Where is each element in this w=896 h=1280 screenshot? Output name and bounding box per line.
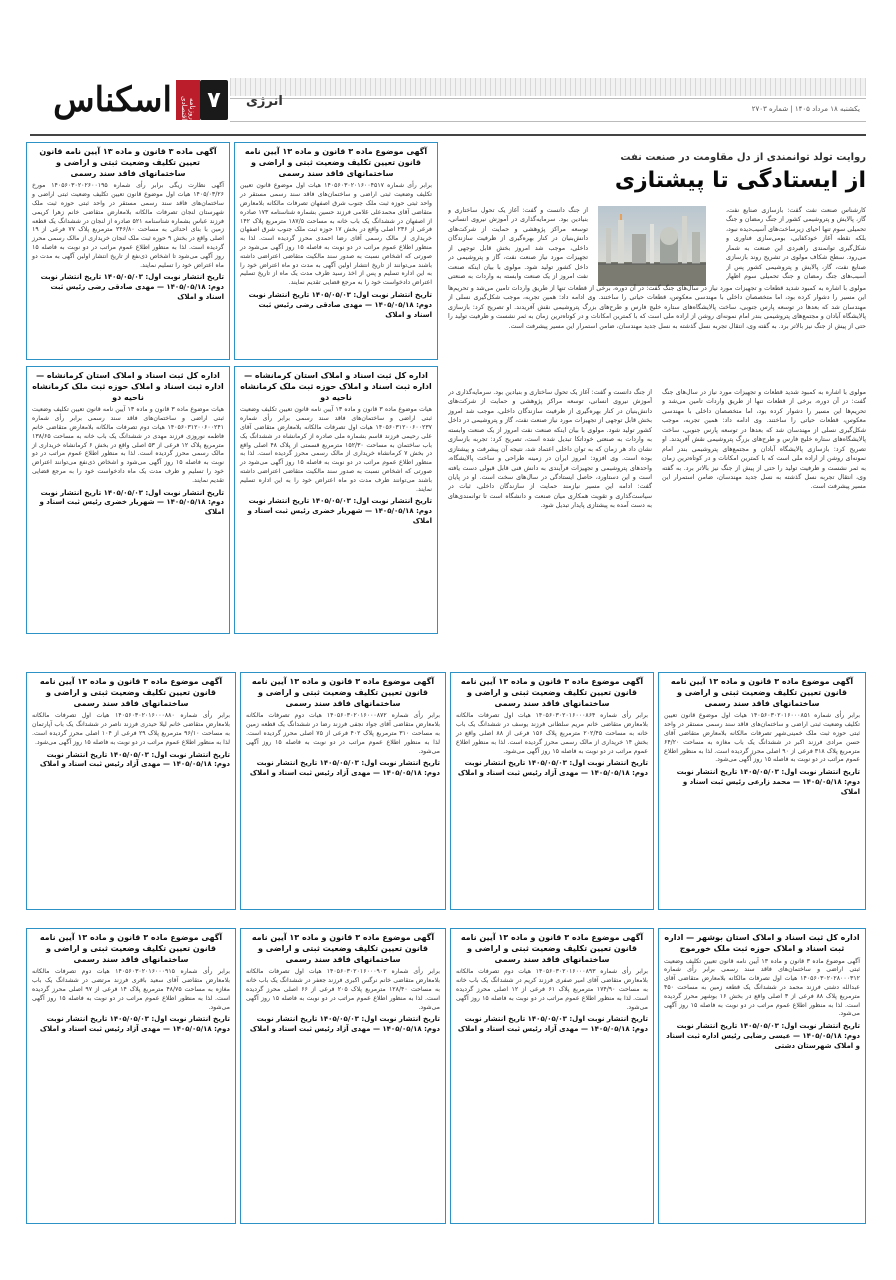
notice-body: برابر رأی شماره ۱۴۰۵۶۰۳۰۲۰۱۶۰۰۰۹۰۲ هیات اول تصرفات مالکانه بلامعارض متقاضی خانم نرگس اکبری فرزند جعفر در ششدانگ یک باب خانه به مساحت ۱۲۸/۴۰ مترمربع پلاک ۲۰۵ فرعی از ۶۶ اصلی محرز گردیده است. لذا به منظور اطلاع عموم مراتب در دو نوبت به فاصله ۱۵ روز آگهی می‌شود. [246, 968, 440, 1011]
article-text-right: کارشناس صنعت نفت گفت: بازسازی صنایع نفت، گاز، پالایش و پتروشیمی کشور از جنگ رمضان و جنگ تحمیلی سوم تنها احیای زیرساخت‌های آسیب‌دیده نبود، بلکه نقطه آغاز خودکفایی، بومی‌سازی فناوری و شکل‌گیری توانمندی راهبردی این صنعت به شمار می‌رود. سطح شکاف مولوی در تشریح روند بازسازی صنایع نفت، گاز، پالایش و پتروشیمی کشور پس از آسیب‌های جنگ رمضان و جنگ تحمیلی سوم اظهار [726, 207, 866, 280]
notice-body: آگهی موضوع ماده ۳ قانون و ماده ۱۳ آیین نامه قانون تعیین تکلیف وضعیت ثبتی اراضی و ساختمان‌های فاقد سند رسمی برابر رأی شماره ۱۴۰۵۶۰۳۰۲۰۲۸۰۰۰۳۱۲ هیات اول تصرفات مالکانه بلامعارض متقاضی آقای عبدالله دشتی فرزند محمد در ششدانگ یک قطعه زمین به مساحت ۴۵۰ مترمربع پلاک ۸۸ فرعی از ۳ اصلی واقع در بخش ۱۶ بوشهر محرز گردیده است. لذا به منظور اطلاع عموم مراتب در دو نوبت به فاصله ۱۵ روز آگهی می‌شود. [664, 957, 861, 1018]
article-column-left-lower [448, 388, 652, 666]
refinery-image-icon [598, 206, 706, 286]
legal-notice[interactable] [240, 928, 446, 1224]
notice-title: آگهی موضوع ماده ۳ قانون و ماده ۱۳ آیین نامه قانون تعیین تکلیف وضعیت ثبتی و اراضی و ساختمانهای فاقد سند رسمی [460, 677, 644, 708]
notice-signature: تاریخ انتشار نوبت اول: ۱۴۰۵/۰۵/۰۳ تاریخ انتشار نوبت دوم: ۱۴۰۵/۰۵/۱۸ — مهدی صادقی رضی رئیس ثبت اسناد و املاک [248, 290, 432, 319]
newspaper-logo: اسکناس [53, 80, 172, 120]
legal-notice[interactable] [450, 928, 654, 1224]
page-number: ۷ [200, 80, 228, 120]
legal-notice[interactable] [26, 142, 230, 360]
notice-title: آگهی موضوع ماده ۳ قانون و ماده ۱۳ آیین نامه قانون تعیین تکلیف وضعیت ثبتی و اراضی و ساختمانهای فاقد سند رسمی [244, 147, 428, 178]
notice-signature: تاریخ انتشار نوبت اول: ۱۴۰۵/۰۵/۰۳ تاریخ انتشار نوبت دوم: ۱۴۰۵/۰۵/۱۸ — مهدی آزاد رئیس ثبت اسناد و املاک [457, 759, 648, 778]
notice-signature: تاریخ انتشار نوبت اول: ۱۴۰۵/۰۵/۰۳ تاریخ انتشار نوبت دوم: ۱۴۰۵/۰۵/۱۸ — عیسی رضایی رئیس اداره ثبت اسناد و املاک شهرستان دشتی [666, 1022, 860, 1050]
logo-slogan: روزنامه اقتصادی [176, 80, 200, 120]
notice-body: برابر رأی شماره ۱۴۰۵۶۰۳۰۲۰۱۶۰۰۰۸۵۱ هیات اول موضوع قانون تعیین تکلیف وضعیت ثبتی اراضی و ساختمان‌های فاقد سند رسمی مستقر در واحد ثبتی حوزه ثبت ملک خمینی‌شهر تصرفات مالکانه بلامعارض متقاضی آقای حسن مرادی فرزند اکبر در ششدانگ یک باب مغازه به مساحت ۶۴/۲۰ مترمربع پلاک ۳۱۸ فرعی از ۹۰ اصلی محرز گردیده است. لذا به منظور اطلاع عموم مراتب در دو نوبت به فاصله ۱۵ روز آگهی می‌شود. [664, 712, 860, 764]
notice-title: آگهی ماده ۳ قانون و ماده ۱۳ آیین نامه قانون تعیین تکلیف وضعیت ثبتی و اراضی و ساختمانهای فاقد سند رسمی [39, 147, 217, 178]
notice-body: آگهی نظارت زیگی برابر رأی شماره ۱۴۰۵۶۰۳۰۲۰۲۶۰۰۱۹۵ مورخ ۱۴۰۵/۰۳/۲۶ هیات اول موضوع قانون تعیین تکلیف وضعیت ثبتی اراضی و ساختمان‌های فاقد سند رسمی مستقر در واحد ثبتی حوزه ثبت ملک شهرستان لنجان تصرفات مالکانه بلامعارض متقاضی خانم زهرا کریمی فرزند عباس بشماره شناسنامه ۵۲۱ صادره از لنجان در ششدانگ یک قطعه زمین با بنای احداثی به مساحت ۲۴۶/۸۰ مترمربع پلاک ۷۷ فرعی از ۱۹ اصلی واقع در بخش ۹ حوزه ثبت ملک لنجان خریداری از مالک رسمی محرز گردیده است. لذا به منظور اطلاع عموم مراتب در دو نوبت به فاصله ۱۵ روز آگهی می‌شود تا اشخاص ذی‌نفع از تاریخ انتشار اولین آگهی به مدت دو ماه اعتراض خود را تسلیم نمایند. [32, 182, 224, 269]
notice-signature: تاریخ انتشار نوبت اول: ۱۴۰۵/۰۵/۰۳ تاریخ انتشار نوبت دوم: ۱۴۰۵/۰۵/۱۸ — شهریار خضری رئیس ثبت اسناد و املاک [39, 488, 224, 517]
notice-body: برابر رأی شماره ۱۴۰۵۶۰۳۰۲۰۱۶۰۰۰۸۹۳ هیات دوم تصرفات مالکانه بلامعارض متقاضی آقای امیر صفری فرزند کریم در ششدانگ یک باب خانه به مساحت ۱۷۴/۹۰ مترمربع پلاک ۶۱ فرعی از ۱۲ اصلی محرز گردیده است. لذا به منظور اطلاع عموم مراتب در دو نوبت به فاصله ۱۵ روز آگهی می‌شود. [456, 968, 648, 1011]
notice-signature: تاریخ انتشار نوبت اول: ۱۴۰۵/۰۵/۰۳ تاریخ انتشار نوبت دوم: ۱۴۰۵/۰۵/۱۸ — مهدی آزاد رئیس ثبت اسناد و املاک [39, 750, 230, 769]
article-column-right-top [726, 206, 866, 280]
legal-notice[interactable] [450, 672, 654, 910]
article-text-left-lower: از جنگ دانست و گفت: آغاز یک تحول ساختاری و بنیادین بود. سرمایه‌گذاری در آموزش نیروی انسانی، توسعه مراکز پژوهشی و حمایت از شرکت‌های دانش‌بنیان در کنار بهره‌گیری از ظرفیت سازندگان داخلی، موجب شد امروز بخش قابل توجهی از تجهیزات مورد نیاز صنعت نفت، گاز و پتروشیمی در داخل کشور تولید شود. مولوی با بیان اینکه صنعت نفت امروز از یک صنعت وابسته به واردات به صنعتی خوداتکا تبدیل شده است، تصریح کرد: تجربه بازسازی نشان داد هر زمان که به توان داخلی اعتماد شد، نتیجه آن پیشرفت و پیشتازی بوده است. وی افزود: امروز ایران در زمینه طراحی و ساخت پالایشگاه، واحدهای پتروشیمی و تجهیزات فرآیندی به دانش فنی قابل قبولی دست یافته است و این دستاورد، حاصل ایستادگی در سال‌های سخت است. او در پایان گفت: ادامه این مسیر نیازمند حمایت از سازندگان داخلی، ثبات در سیاست‌گذاری و تقویت همکاری میان صنعت و دانشگاه است تا توانمندی‌های به دست آمده به پیشتازی پایدار تبدیل شود. [448, 389, 652, 510]
legal-notice[interactable] [234, 366, 438, 634]
notice-title: آگهی موضوع ماده ۳ قانون و ماده ۱۳ آیین نامه قانون تعیین تکلیف وضعیت ثبتی و اراضی و ساختمانهای فاقد سند رسمی [39, 933, 223, 964]
issue-date: یکشنبه ۱۸ مرداد ۱۴۰۵ | شماره ۲۷۰۳ [751, 105, 860, 113]
article-text-right-lower: مولوی با اشاره به کمبود شدید قطعات و تجهیزات مورد نیاز در سال‌های جنگ گفت: در آن دوره، برخی از قطعات تنها از طریق واردات تامین می‌شد و تحریم‌ها این مسیر را دشوار کرده بود، اما متخصصان داخلی با مهندسی معکوس، قطعات حیاتی را ساختند. وی ادامه داد: همین تجربه، موجب شکل‌گیری نسلی از مهندسان شد که بعدها در توسعه پارس جنوبی، ساخت پالایشگاه‌های ستاره خلیج فارس و طرح‌های بزرگ پتروشیمی نقش آفریدند. او تصریح کرد: بازسازی پالایشگاه آبادان و مجتمع‌های پتروشیمی بندر امام نمونه‌ای روشن از اراده ملی است که با کمترین امکانات و در کوتاه‌ترین زمان به ثمر نشست و ظرفیت تولید را حتی از پیش از جنگ نیز بالاتر برد. به گفته وی، انتقال تجربه نسل گذشته به نسل جدید مهندسان، ضامن استمرار این مسیر پیشرفت است. [662, 389, 866, 491]
masthead [30, 74, 866, 128]
notice-body: هیات موضوع ماده ۳ قانون و ماده ۱۳ آیین نامه قانون تعیین تکلیف وضعیت ثبتی اراضی و ساختمان‌های فاقد سند رسمی برابر رأی شماره ۱۴۰۵۶۰۳۱۲۰۰۶۰۰۲۴۱ هیات دوم تصرفات مالکانه بلامعارض متقاضی خانم فاطمه نوروزی فرزند مهدی در ششدانگ یک باب خانه به مساحت ۱۳۸/۶۵ مترمربع پلاک ۱۲ فرعی از ۵۳ اصلی واقع در بخش ۶ کرمانشاه خریداری از مالک رسمی محرز گردیده است. لذا به منظور اطلاع عموم مراتب در دو نوبت به فاصله ۱۵ روز آگهی می‌شود و اشخاص ذی‌نفع می‌توانند اعتراض خود را تسلیم و ظرف مدت یک ماه دادخواست خود را به مرجع قضایی تقدیم نمایند. [32, 406, 225, 484]
article-text-middle: مولوی با اشاره به کمبود شدید قطعات و تجهیزات مورد نیاز در سال‌های جنگ گفت: در آن دوره، برخی از قطعات تنها از طریق واردات تامین می‌شد و تحریم‌ها این مسیر را دشوار کرده بود، اما متخصصان داخلی با مهندسی معکوس، قطعات حیاتی را ساختند. وی ادامه داد: همین تجربه، موجب شکل‌گیری نسلی از مهندسان شد که بعدها در توسعه پارس جنوبی، ساخت پالایشگاه‌های ستاره خلیج فارس و طرح‌های بزرگ پتروشیمی نقش آفریدند. او تصریح کرد: بازسازی پالایشگاه آبادان و مجتمع‌های پتروشیمی بندر امام نمونه‌ای روشن از اراده ملی است که با کمترین امکانات و در کوتاه‌ترین زمان به ثمر نشست و ظرفیت تولید را حتی از پیش از جنگ نیز بالاتر برد. به گفته وی، انتقال تجربه نسل گذشته به نسل جدید مهندسان، ضامن استمرار این مسیر پیشرفت است. [448, 285, 866, 330]
notice-body: برابر رأی شماره ۱۴۰۵۶۰۳۰۲۰۱۶۰۰۰۹۱۵ هیات دوم تصرفات مالکانه بلامعارض متقاضی آقای سعید باقری فرزند مرتضی در ششدانگ یک باب مغازه به مساحت ۴۸/۷۵ مترمربع پلاک ۱۴ فرعی از ۹۷ اصلی محرز گردیده است. لذا به منظور اطلاع عموم مراتب در دو نوبت به فاصله ۱۵ روز آگهی می‌شود. [32, 968, 231, 1011]
notice-title: آگهی موضوع ماده ۳ قانون و ماده ۱۳ آیین نامه قانون تعیین تکلیف وضعیت ثبتی و اراضی و ساختمانهای فاقد سند رسمی [251, 677, 435, 708]
legal-notice[interactable] [26, 366, 230, 634]
notice-title: آگهی موضوع ماده ۳ قانون و ماده ۱۳ آیین نامه قانون تعیین تکلیف وضعیت ثبتی و اراضی و ساختمانهای فاقد سند رسمی [251, 933, 435, 964]
feature-article [448, 148, 866, 668]
notice-signature: تاریخ انتشار نوبت اول: ۱۴۰۵/۰۵/۰۳ تاریخ انتشار نوبت دوم: ۱۴۰۵/۰۵/۱۸ — مهدی آزاد رئیس ثبت اسناد و املاک [249, 759, 440, 778]
legal-notice[interactable] [234, 142, 438, 360]
article-headline[interactable]: از ایستادگی تا پیشتازی [614, 168, 866, 193]
notice-body: هیات موضوع ماده ۳ قانون و ماده ۱۳ آیین نامه قانون تعیین تکلیف وضعیت ثبتی اراضی و ساختمان‌های فاقد سند رسمی برابر رأی شماره ۱۴۰۵۶۰۳۱۲۰۰۶۰۰۲۳۷ هیات اول تصرفات مالکانه بلامعارض متقاضی آقای علی رحیمی فرزند قاسم بشماره ملی صادره از کرمانشاه در ششدانگ یک باب ساختمان به مساحت ۱۵۲/۳۰ مترمربع قسمتی از پلاک ۴۸ اصلی واقع در بخش ۷ کرمانشاه خریداری از مالک رسمی محرز گردیده است. لذا به منظور اطلاع عموم مراتب در دو نوبت به فاصله ۱۵ روز آگهی می‌شود در صورتی که اشخاص نسبت به صدور سند مالکیت متقاضی اعتراضی داشته باشند می‌توانند ظرف مدت دو ماه اعتراض خود را به این اداره تسلیم نمایند. [240, 406, 433, 493]
refinery-photo [598, 206, 706, 286]
notice-body: برابر رأی شماره ۱۴۰۵۶۰۳۰۲۰۱۶۰۰۰۸۶۴ هیات اول تصرفات مالکانه بلامعارض متقاضی خانم مریم سلطانی فرزند یوسف در ششدانگ یک باب خانه به مساحت ۲۰۲/۴۵ مترمربع پلاک ۱۵۶ فرعی از ۸۸ اصلی واقع در بخش ۱۴ خریداری از مالک رسمی محرز گردیده است. لذا به منظور اطلاع عموم مراتب در دو نوبت به فاصله ۱۵ روز آگهی می‌شود. [456, 712, 649, 755]
legal-notice[interactable] [26, 928, 236, 1224]
masthead-pattern-strip [230, 78, 866, 96]
notice-body: برابر رأی شماره ۱۴۰۵۶۰۳۰۲۰۱۶۰۰۰۸۸۰ هیات اول تصرفات مالکانه بلامعارض متقاضی خانم لیلا حیدری فرزند ناصر در ششدانگ یک باب آپارتمان به مساحت ۹۶/۱۰ مترمربع پلاک ۲۹ فرعی از ۱۰۴ اصلی محرز گردیده است. لذا به منظور اطلاع عموم مراتب در دو نوبت به فاصله ۱۵ روز آگهی می‌شود. [32, 712, 230, 746]
article-column-left-top [448, 206, 588, 280]
legal-notice[interactable] [658, 672, 866, 910]
notice-title: اداره کل ثبت اسناد و املاک استان کرمانشاه — اداره ثبت اسناد و املاک حوزه ثبت ملک کرمانشاه ناحیه دو [32, 371, 224, 402]
notice-title: اداره کل ثبت اسناد و املاک استان کرمانشاه — اداره ثبت اسناد و املاک حوزه ثبت ملک کرمانشاه ناحیه دو [240, 371, 432, 402]
legal-notice[interactable] [240, 672, 446, 910]
article-column-wide [448, 284, 866, 380]
notice-title: آگهی موضوع ماده ۳ قانون و ماده ۱۳ آیین نامه قانون تعیین تکلیف وضعیت ثبتی و اراضی و ساختمانهای فاقد سند رسمی [670, 677, 854, 708]
notice-title: اداره کل ثبت اسناد و املاک استان بوشهر — اداره ثبت اسناد و املاک حوزه ثبت ملک خورموج [664, 933, 860, 953]
notice-signature: تاریخ انتشار نوبت اول: ۱۴۰۵/۰۵/۰۳ تاریخ انتشار نوبت دوم: ۱۴۰۵/۰۵/۱۸ — مهدی آزاد رئیس ثبت اسناد و املاک [457, 1015, 648, 1034]
notice-signature: تاریخ انتشار نوبت اول: ۱۴۰۵/۰۵/۰۳ تاریخ انتشار نوبت دوم: ۱۴۰۵/۰۵/۱۸ — مهدی آزاد رئیس ثبت اسناد و املاک [249, 1015, 440, 1034]
section-title[interactable]: انرژی [246, 94, 283, 109]
legal-notice[interactable] [658, 928, 866, 1224]
notice-title: آگهی موضوع ماده ۳ قانون و ماده ۱۳ آیین نامه قانون تعیین تکلیف وضعیت ثبتی و اراضی و ساختمانهای فاقد سند رسمی [39, 677, 223, 708]
article-text-left: از جنگ دانست و گفت: آغاز یک تحول ساختاری و بنیادین بود. سرمایه‌گذاری در آموزش نیروی انسانی، توسعه مراکز پژوهشی و حمایت از شرکت‌های دانش‌بنیان در کنار بهره‌گیری از ظرفیت سازندگان داخلی، موجب شد امروز بخش قابل توجهی از تجهیزات مورد نیاز صنعت نفت، گاز و پتروشیمی در داخل کشور تولید شود. مولوی با بیان اینکه صنعت نفت امروز از یک صنعت وابسته به واردات به صنعتی [448, 207, 588, 280]
header-divider [30, 134, 866, 136]
article-kicker: روایت تولد توانمندی از دل مقاومت در صنعت نفت [620, 152, 866, 163]
notice-signature: تاریخ انتشار نوبت اول: ۱۴۰۵/۰۵/۰۳ تاریخ انتشار نوبت دوم: ۱۴۰۵/۰۵/۱۸ — مهدی آزاد رئیس ثبت اسناد و املاک [39, 1015, 230, 1034]
logo-block[interactable] [30, 76, 228, 124]
masthead-rule-strip [230, 98, 866, 122]
notice-signature: تاریخ انتشار نوبت اول: ۱۴۰۵/۰۵/۰۳ تاریخ انتشار نوبت دوم: ۱۴۰۵/۰۵/۱۸ — شهریار خضری رئیس ثبت اسناد و املاک [247, 497, 432, 525]
notice-body: برابر رأی شماره ۱۴۰۵۶۰۳۰۲۰۱۶۰۰۴۵۱۷ هیات اول موضوع قانون تعیین تکلیف وضعیت ثبتی اراضی و ساختمان‌های فاقد سند رسمی مستقر در واحد ثبتی حوزه ثبت ملک جنوب شرق اصفهان تصرفات مالکانه بلامعارض متقاضی آقای محمدعلی غلامی فرزند حسین بشماره شناسنامه ۱۷۳ صادره از اصفهان در ششدانگ یک باب خانه به مساحت ۱۸۷/۵ مترمربع پلاک ۱۴۲ فرعی از ۲۳۶ اصلی واقع در بخش ۱۷ حوزه ثبت ملک جنوب شرق اصفهان خریداری از مالک رسمی آقای رضا احمدی محرز گردیده است. لذا به منظور اطلاع عموم مراتب در دو نوبت به فاصله ۱۵ روز آگهی می‌شود در صورتی که اشخاص نسبت به صدور سند مالکیت متقاضی اعتراضی داشته باشند می‌توانند از تاریخ انتشار اولین آگهی به مدت دو ماه اعتراض خود را به این اداره تسلیم و پس از اخذ رسید ظرف مدت یک ماه از تاریخ تسلیم اعتراض دادخواست خود را به مرجع قضایی تقدیم نمایند. [240, 182, 433, 287]
legal-notice[interactable] [26, 672, 236, 910]
notice-signature: تاریخ انتشار نوبت اول: ۱۴۰۵/۰۵/۰۳ تاریخ انتشار نوبت دوم: ۱۴۰۵/۰۵/۱۸ — محمد زارعی رئیس ثبت اسناد و املاک [676, 768, 860, 796]
notice-title: آگهی موضوع ماده ۳ قانون و ماده ۱۳ آیین نامه قانون تعیین تکلیف وضعیت ثبتی و اراضی و ساختمانهای فاقد سند رسمی [460, 933, 644, 964]
article-column-right-lower [662, 388, 866, 666]
notice-signature: تاریخ انتشار نوبت اول: ۱۴۰۵/۰۵/۰۳ تاریخ انتشار نوبت دوم: ۱۴۰۵/۰۵/۱۸ — مهدی صادقی رضی رئیس ثبت اسناد و املاک [40, 273, 224, 301]
notice-body: برابر رأی شماره ۱۴۰۵۶۰۳۰۲۰۱۶۰۰۰۸۷۲ هیات دوم تصرفات مالکانه بلامعارض متقاضی آقای جواد نجفی فرزند رضا در ششدانگ یک قطعه زمین به مساحت ۳۱۰ مترمربع پلاک ۴۰۲ فرعی از ۷۵ اصلی محرز گردیده است. لذا به منظور اطلاع عموم مراتب در دو نوبت به فاصله ۱۵ روز آگهی می‌شود. [246, 712, 440, 755]
